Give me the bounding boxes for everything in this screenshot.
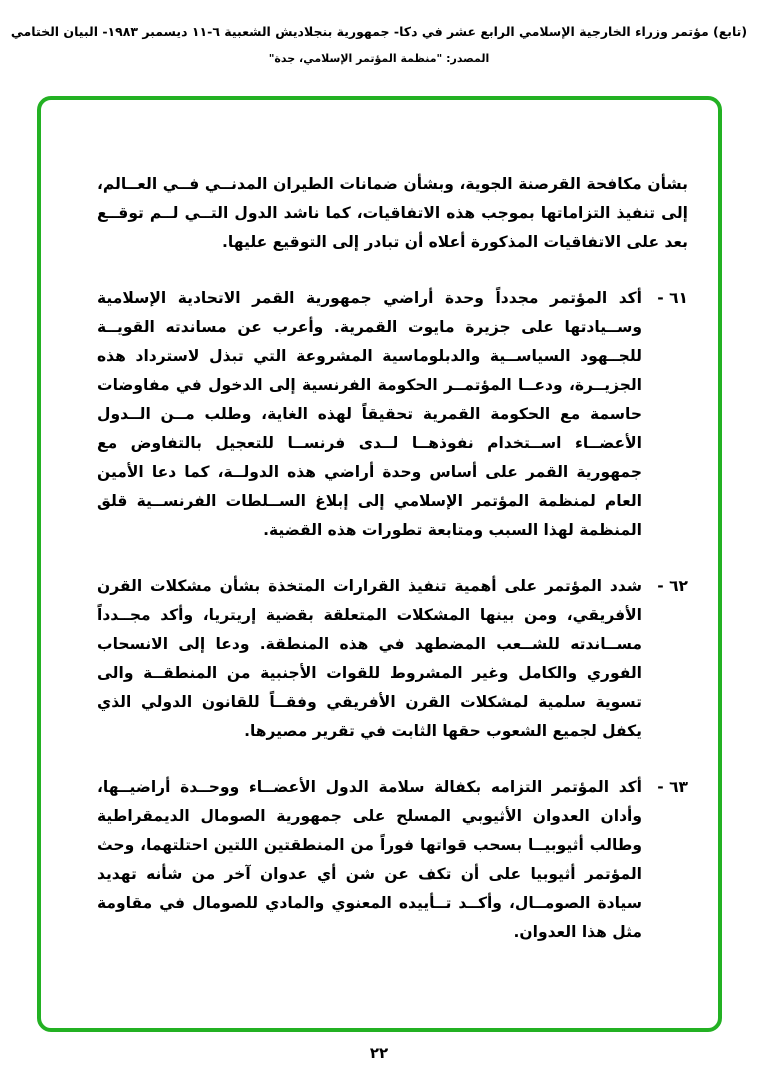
numbered-paragraph-62 xyxy=(97,572,688,746)
paragraph-text: شدد المؤتمر على أهمية تنفيذ القرارات المتخذة بشأن مشكلات القرن الأفريقي، ومن بينها المشكلات المتعلقة بقضية إريتريا، وأكد مجــدداً مســاندته للشــعب المضطهد في هذه المنطقة. ودعا إلى الانسحاب الفوري والكامل وغير المشروط للقوات الأجنبية من المنطقــة والى تسوية سلمية لمشكلات القرن الأفريقي وفقــاً للقانون الدولي الذي يكفل لجميع الشعوب حقها الثابت في تقرير مصيرها. xyxy=(97,577,642,740)
paragraph-text: أكد المؤتمر مجدداً وحدة أراضي جمهورية القمر الاتحادية الإسلامية وســيادتها على جزيرة مايوت القمرية. وأعرب عن مساندته القويــة للجــهود السياســية والدبلوماسية المشروعة التي تبذل لاسترداد هذه الجزيــرة، ودعــا المؤتمــر الحكومة الفرنسية إلى الدخول في مفاوضات حاسمة مع الحكومة القمرية تحقيقاً لهذه الغاية، وطلب مــن الــدول الأعضــاء اســتخدام نفوذهــا لــدى فرنســا للتعجيل بالتفاوض مع جمهورية القمر على أساس وحدة أراضي هذه الدولــة، كما دعا الأمين العام لمنظمة المؤتمر الإسلامي إلى إبلاغ الســلطات الفرنســية قلق المنظمة لهذا السبب ومتابعة تطورات هذه القضية. xyxy=(97,289,642,539)
numbered-paragraph-61 xyxy=(97,284,688,545)
document-header xyxy=(0,24,758,65)
content-frame xyxy=(37,96,722,1032)
header-source: المصدر: "منظمة المؤتمر الإسلامي، جدة" xyxy=(268,52,490,65)
page-number: ٢٢ xyxy=(369,1044,389,1062)
paragraph-number: ٦١ - xyxy=(657,289,688,307)
header-title: (تابع) مؤتمر وزراء الخارجية الإسلامي الرابع عشر في دكا- جمهورية بنجلاديش الشعبية ٦-١١ ديسمبر ١٩٨٣- البيان الختامي xyxy=(10,24,748,39)
paragraph-number: ٦٣ - xyxy=(657,778,688,796)
document-body xyxy=(97,170,688,974)
numbered-paragraph-63 xyxy=(97,773,688,947)
paragraph-continuation: بشأن مكافحة القرصنة الجوية، وبشأن ضمانات الطيران المدنــي فــي العــالم، إلى تنفيذ التزاماتها بموجب هذه الاتفاقيات، كما ناشد الدول التــي لــم توقــع بعد على الاتفاقيات المذكورة أعلاه أن تبادر إلى التوقيع عليها. xyxy=(97,175,688,251)
paragraph-text: أكد المؤتمر التزامه بكفالة سلامة الدول الأعضــاء ووحــدة أراضيــها، وأدان العدوان الأثيوبي المسلح على جمهورية الصومال الديمقراطية وطالب أثيوبيــا بسحب قواتها فوراً من المنطقتين اللتين احتلتهما، وحث المؤتمر أثيوبيا على أن تكف عن شن أي عدوان آخر من شأنه تهديد سيادة الصومــال، وأكــد تــأييده المعنوي والمادي للصومال في مقاومة مثل هذا العدوان. xyxy=(97,778,642,941)
paragraph-number: ٦٢ - xyxy=(657,577,688,595)
